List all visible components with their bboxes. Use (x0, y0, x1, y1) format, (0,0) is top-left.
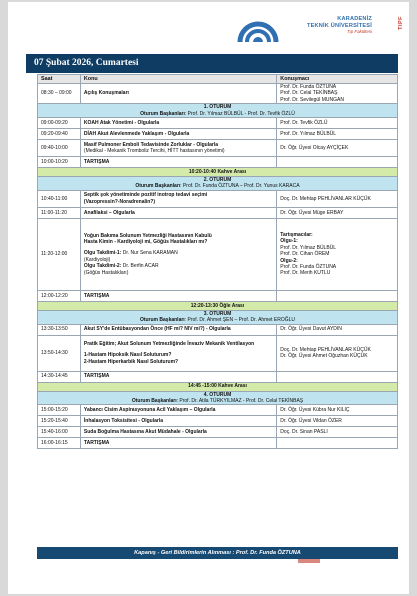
session-title: 1. OTURUM (203, 104, 232, 111)
logo-side-tab (396, 10, 406, 44)
break-row (38, 382, 398, 391)
row-time: 09:40-10:00 (38, 140, 81, 157)
row-topic: 2-Hastam Hiperkarbik Nasıl Soluturum? (83, 358, 179, 365)
row-topic: Yabancı Cisim Aspirasyonuna Acil Yaklaşım – Olgularla (80, 405, 276, 416)
row-topic-note: (Medikal - Mekanik Tromboliz Tercihi, HİTT hastasının yönetimi) (83, 148, 225, 155)
discussants-label: Tartışmacılar: (280, 231, 313, 238)
table-row (38, 324, 398, 335)
row-time: 12:00-12:20 (38, 290, 81, 301)
row-topic: TARTIŞMA (80, 290, 276, 301)
table-header-row (38, 75, 398, 84)
row-speaker: Dr. Öğr. Üyesi Olcay AYÇİÇEK (277, 140, 398, 157)
row-topic: DİAH Akut Alevlenmede Yaklaşım - Olgularla (80, 129, 276, 140)
speaker-name: Prof. Dr. Merih KUTLU (280, 270, 331, 277)
row-topic: Hasta Kimin - Kardiyoloji mi, Göğüs Hastalıkları mı? (83, 239, 208, 246)
row-speaker: Dr. Öğr. Üyesi Kübra Nur KILIÇ (277, 405, 398, 416)
table-row (38, 371, 398, 382)
decorative-mark (298, 559, 320, 563)
row-time: 11:00-11:20 (38, 207, 81, 218)
program-page (8, 2, 409, 594)
olgu-label: Olgu-1: (280, 238, 298, 245)
table-row (38, 140, 398, 157)
row-topic: TARTIŞMA (80, 371, 276, 382)
row-topic: KOAH Atak Yönetimi - Olgularla (80, 118, 276, 129)
row-time: 16:00-16:15 (38, 438, 81, 449)
row-speaker: Doç. Dr. Mehtap PEHLİVANLAR KÜÇÜK (277, 190, 398, 207)
speaker-name: Prof. Dr. Sevilegül MUNGAN (280, 96, 344, 103)
chairs-label: Oturum Başkanları (131, 398, 177, 405)
table-row (38, 218, 398, 290)
table-row (38, 335, 398, 371)
case-presenter: Dr. Berfin ACAR (121, 263, 159, 270)
speaker-name: Prof. Dr. Cihan ÖREM (280, 251, 330, 258)
session-title: 3. OTURUM (203, 310, 232, 317)
speaker-name: Prof. Dr. Funda ÖZTUNA (280, 263, 337, 270)
chairs-names: : Prof. Dr. Atila TÜRKYILMAZ - Prof. Dr. Celal TEKİNBAŞ (176, 398, 304, 405)
row-speaker: Doç. Dr. Sinan PASLI (277, 427, 398, 438)
break-label: 10:20-10:40 Kahve Arası (38, 168, 398, 177)
logo-line-2: TEKNİK ÜNİVERSİTESİ (306, 22, 372, 29)
row-speaker (277, 157, 398, 168)
session-title: 2. OTURUM (203, 177, 232, 184)
case-dept: (Kardiyoloji) (83, 256, 111, 263)
row-speaker (277, 290, 398, 301)
speaker-name: Prof. Dr. Celal TEKİNBAŞ (280, 90, 338, 97)
row-topic: Yoğun Bakıma Solunum Yetmezliği Hastasının Kabulü (83, 232, 212, 239)
row-time: 14:30-14:45 (38, 371, 81, 382)
row-topic: Pratik Eğitim; Akut Solunum Yetmezliğinde İnvaziv Mekanik Ventilasyon (83, 341, 255, 348)
logo-line-3: Tıp Fakültesi (346, 29, 372, 35)
row-topic: TARTIŞMA (80, 157, 276, 168)
row-speaker (277, 438, 398, 449)
row-time: 15:20-15:40 (38, 416, 81, 427)
row-topic: İnhalasyon Toksisitesi - Olgularla (80, 416, 276, 427)
case-dept: (Göğüs Hastalıkları) (83, 269, 129, 276)
closing-banner: Kapanış - Geri Bildirimlerin Alınması : Prof. Dr. Funda ÖZTUNA (37, 547, 398, 559)
row-topic: TARTIŞMA (80, 438, 276, 449)
row-speaker: Dr. Öğr. Üyesi Davut AYDIN (277, 324, 398, 335)
row-speaker: Prof. Dr. Yılmaz BÜLBÜL (277, 129, 398, 140)
table-row (38, 438, 398, 449)
row-time: 15:00-15:20 (38, 405, 81, 416)
row-speaker: Prof. Dr. Tevfik ÖZLÜ (277, 118, 398, 129)
session-header (38, 177, 398, 191)
case-label: Olgu Takdimi-1: (83, 250, 122, 257)
logo-side-text: TIPF (398, 16, 404, 30)
row-time: 09:00-09:20 (38, 118, 81, 129)
row-topic: Anafilaksi – Olgularla (80, 207, 276, 218)
logo-line-1: KARADENİZ (337, 16, 372, 22)
table-row (38, 405, 398, 416)
table-row (38, 207, 398, 218)
row-topic: Masif Pulmoner Emboli Tedavisinde Zorluklar - Olgularla (83, 141, 219, 148)
break-label: 12:20-13:30 Öğle Arası (38, 301, 398, 310)
table-row (38, 416, 398, 427)
row-time: 08:30 – 09:00 (38, 84, 81, 104)
table-row (38, 190, 398, 207)
row-time: 15:40-16:00 (38, 427, 81, 438)
table-row (38, 290, 398, 301)
chairs-label: Oturum Başkanları (135, 183, 181, 190)
speaker-name: Doç. Dr. Mehtap PEHLİVANLAR KÜÇÜK (280, 346, 371, 353)
header-topic: Konu (80, 75, 276, 84)
row-topic-note: (Vazopressin?-Noradrenalin?) (83, 198, 156, 205)
table-row (38, 118, 398, 129)
session-header (38, 104, 398, 118)
chairs-label: Oturum Başkanları (140, 110, 185, 117)
row-time: 10:40-11:00 (38, 190, 81, 207)
break-row (38, 301, 398, 310)
table-row (38, 427, 398, 438)
chairs-label: Oturum Başkanları (139, 317, 185, 324)
row-time: 11:20-12:00 (38, 218, 81, 290)
row-time: 13:30-13:50 (38, 324, 81, 335)
row-topic: Suda Boğulma Hastasına Akut Müdahale - Olgularla (80, 427, 276, 438)
chairs-names: : Prof. Dr. Ahmet ŞEN – Prof. Dr. Ahmet EROĞLU (184, 317, 296, 324)
case-presenter: Dr. Nur Sena KARAMAN (121, 250, 178, 257)
table-row (38, 129, 398, 140)
university-emblem-icon (236, 8, 280, 46)
row-speakers (277, 84, 398, 104)
university-logo (236, 8, 406, 46)
session-header (38, 310, 398, 324)
header-time: Saat (38, 75, 81, 84)
speaker-name: Dr. Öğr. Üyesi Ahmet Oğuzhan KÜÇÜK (280, 353, 368, 360)
header-speaker: Konuşmacı (277, 75, 398, 84)
case-label: Olgu Takdimi-2: (83, 263, 122, 270)
chairs-names: : Prof. Dr. Yılmaz BÜLBÜL - Prof. Dr. Tevfik ÖZLÜ (184, 110, 295, 117)
break-label: 14:45 -15:00 Kahve Arası (38, 382, 398, 391)
speaker-name: Prof. Dr. Funda ÖZTUNA (280, 84, 337, 90)
row-time: 13:50-14:30 (38, 335, 81, 371)
table-row (38, 84, 398, 104)
speaker-name: Prof. Dr. Yılmaz BÜLBÜL (280, 244, 337, 251)
row-topic: Açılış Konuşmaları (80, 84, 276, 104)
row-time: 09:20-09:40 (38, 129, 81, 140)
row-topic: Akut SY'de Entübasyondan Önce (HF mi? NIV mi?) - Olgularla (80, 324, 276, 335)
row-speaker: Dr. Öğr. Üyesi Vildan ÖZER (277, 416, 398, 427)
row-topic: 1-Hastam Hipoksik Nasıl Soluturum? (83, 352, 172, 359)
row-speaker: Dr. Öğr. Üyesi Müge ERBAY (277, 207, 398, 218)
row-topic: Septik şok yönetiminde pozitif inotrop tedavi seçimi (83, 192, 208, 199)
chairs-names: : Prof. Dr. Funda ÖZTUNA – Prof. Dr. Yunus KARACA (180, 183, 300, 190)
session-title: 4. OTURUM (203, 391, 232, 398)
break-row (38, 168, 398, 177)
row-speaker (277, 371, 398, 382)
session-header (38, 391, 398, 405)
program-table (37, 74, 398, 449)
date-banner: 07 Şubat 2026, Cumartesi (26, 54, 398, 73)
olgu-label: Olgu-2: (280, 257, 298, 264)
table-row (38, 157, 398, 168)
row-time: 10:00-10:20 (38, 157, 81, 168)
